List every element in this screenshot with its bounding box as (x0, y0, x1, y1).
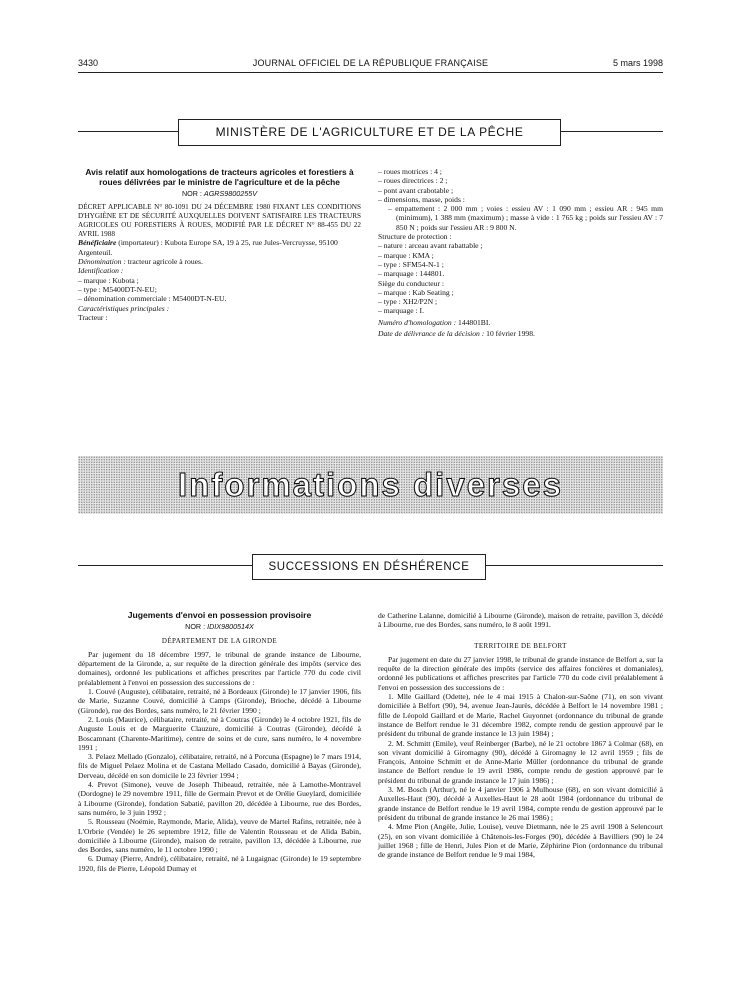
tracteur-item: – dimensions, masse, poids : (378, 194, 465, 204)
decret-reference: DÉCRET APPLICABLE N° 80-1091 DU 24 DÉCEMBRE 1980 FIXANT LES CONDITIONS D'HYGIÈNE ET DE SÉCURITÉ AUXQUELLES DOIVENT SATISFAIRE LES TRACTEURS AGRICOLES OU FORESTIERS À ROUES, MODIFIÉ PAR LE DÉCRET N° 88-455 DU 22 AVRIL 1988 (78, 203, 361, 238)
succession-entry: 2. M. Schmitt (Emile), veuf Reinberger (Barbe), né le 21 octobre 1867 à Colmar (68), en son vivant domicilié à Giromagny (90), décédé à Giromagny le 12 avril 1959 ; fils de François, Antoine Schmitt et de Anne-Marie Müller (ordonnance du tribunal de grande instance de Belfort rendue le 19 avril 1986, compte rendu de gestion approuvé par le président du tribunal de grande instance le 17 juin 1986) ; (378, 738, 663, 785)
avis-right-column (378, 167, 663, 338)
jugements-nor (78, 622, 361, 631)
structure-item: – marquage : 144801. (378, 269, 445, 279)
siege-label: Siège du conducteur : (378, 278, 445, 288)
delivrance-value: 10 février 1998. (484, 329, 535, 339)
nor-code: IDIX9800514X (207, 622, 254, 632)
succession-entry: 3. M. Bosch (Arthur), né le 4 janvier 1906 à Mulhouse (68), en son vivant domicilié à Auxelles-Haut (90), décédé à Auxelles-Haut le 28 août 1984 (ordonnance du tribunal de grande instance de Belfort rendue le 19 avril 1984, compte rendu de gestion approuvé par le président du tribunal de grande instance le 26 mai 1986) ; (378, 785, 663, 822)
succession-entry: 4. Mme Pion (Angèle, Julie, Louise), veuve Dietmann, née le 25 avril 1908 à Selencourt (25), en son vivant domiciliée à Châtenois-les-Forges (90), décédée à Bavilliers (90) le 24 juillet 1968 ; fille de Henri, Jules Pion et de Marie, Zéphirine Pion (ordonnance du tribunal de grande instance de Belfort rendue le 9 mai 1984, (378, 822, 663, 860)
avis-title: Avis relatif aux homologations de tracteurs agricoles et forestiers à roues délivrées par le ministre de l'agriculture et de la pêche (85, 167, 354, 187)
succession-entry: 6. Dumay (Pierre, André), célibataire, retraité, né à Lugaignac (Gironde) le 19 septembre 1920, fils de Pierre, Léopold Dumay et (78, 854, 361, 873)
jugements-title: Jugements d'envoi en possession provisoire (127, 610, 312, 620)
beneficiaire (78, 238, 361, 257)
homologation-value: 144801BI. (456, 317, 491, 327)
nor-code: AGRS9800255V (203, 189, 258, 198)
structure-item: – type : SFM54-N-1 ; (378, 259, 444, 269)
dimensions-text: – empattement : 2 000 mm ; voies : essieu AV : 1 090 mm ; essieu AR : 945 mm (minimum), 1 388 mm (maximum) ; masse à vide : 1 765 kg ; poids sur l'essieu AV : 7 850 N ; poids sur l'essieu AR : 9 800 N. (388, 204, 663, 232)
tracteur-item: – roues directrices : 2 ; (378, 176, 448, 186)
structure-label: Structure de protection : (378, 232, 452, 242)
identification-item: – marque : Kubota ; (78, 275, 139, 285)
structure-item: – marque : KMA ; (378, 250, 434, 260)
ministry-heading: MINISTÈRE DE L'AGRICULTURE ET DE LA PÊCHE (178, 119, 561, 146)
succession-entry: 1. Mlle Gaillard (Odette), née le 4 mai 1915 à Chalon-sur-Saône (71), en son vivant domiciliée à Belfort (90), 94, avenue Jean-Jaurès, décédée à Belfort le 14 novembre 1981 ; fille de Léopold Gaillard et de Marie, Rachel Guyonnet (ordonnance du tribunal de grande instance de Belfort rendue le 31 décembre 1982, compte rendu de gestion approuvé par le président du tribunal de grande instance le 13 juin 1984) ; (378, 692, 663, 739)
informations-diverses-banner (78, 456, 663, 514)
delivrance-label: Date de délivrance de la décision : (378, 329, 485, 339)
beneficiaire-label: Bénéficiaire (78, 238, 117, 248)
avis-left-column (78, 167, 361, 322)
running-header (78, 58, 663, 73)
jugements-right-column (378, 611, 663, 859)
caracteristiques-label: Caractéristiques principales : (78, 303, 170, 313)
department-belfort: TERRITOIRE DE BELFORT (474, 641, 567, 650)
siege-item: – marquage : I. (378, 306, 424, 316)
homologation-label: Numéro d'homologation : (378, 317, 457, 327)
journal-title: JOURNAL OFFICIEL DE LA RÉPUBLIQUE FRANÇAISE (252, 58, 489, 68)
issue-date: 5 mars 1998 (612, 58, 663, 68)
structure-item: – nature : arceau avant rabattable ; (378, 241, 483, 251)
succession-entry: 3. Pelaez Mellado (Gonzalo), célibataire, retraité, né à Porcuna (Espagne) le 7 mars 1914, fils de Miguel Pelaez Molina et de Castana Mellado Casado, domicilié à Bayas (Gironde), Derveau, décédé en son domicile le 23 février 1994 ; (78, 752, 361, 780)
tracteur-item: – pont avant crabotable ; (378, 185, 454, 195)
denomination-label: Dénomination : (78, 257, 126, 267)
succession-entry: 1. Couvé (Auguste), célibataire, retraité, né à Bordeaux (Gironde) le 17 janvier 1906, fils de Marie, Suzanne Couvé, domicilié à Camps (Gironde), Brioche, décédé à Libourne (Gironde), rue des Bordes, sans numéro, le 21 février 1990 ; (78, 687, 361, 715)
siege-item: – marque : Kab Seating ; (378, 287, 454, 297)
identification-label: Identification : (78, 266, 124, 276)
successions-heading: SUCCESSIONS EN DÉSHÉRENCE (252, 554, 486, 580)
gironde-continuation: de Catherine Lalanne, domicilié à Libourne (Gironde), maison de retraite, pavillon 3, décédé à Libourne, rue des Bordes, sans numéro, le 8 août 1991. (378, 611, 663, 630)
banner-title: Informations diverses (178, 466, 563, 503)
identification-item: – type : M5400DT-N-EU; (78, 284, 157, 294)
denomination (78, 257, 361, 266)
tracteur-item: – roues motrices : 4 ; (378, 167, 442, 176)
gironde-intro: Par jugement du 18 décembre 1997, le tribunal de grande instance de Libourne, département de la Gironde, a, sur requête de la direction générale des impôts (service des domaines), ordonné les publications et affiches prescrites par l'article 770 du code civil préalablement à l'envoi en possession des successions de : (78, 649, 361, 687)
succession-entry: 5. Rousseau (Noémie, Raymonde, Marie, Alida), veuve de Martel Rafins, retraitée, née à L'Orbrie (Vendée) le 26 septembre 1912, fille de Valentin Rousseau et de Alida Babin, domiciliée à Libourne (Gironde), maison de retraite, pavillon 13, décédée à Libourne, rue des Bordes, sans numéro, le 11 octobre 1990 ; (78, 817, 361, 855)
tracteur-label: Tracteur : (78, 312, 108, 322)
page-number: 3430 (78, 58, 99, 68)
department-gironde: DÉPARTEMENT DE LA GIRONDE (161, 636, 278, 645)
succession-entry: 4. Prevot (Simone), veuve de Joseph Thibeaud, retraitée, née à Lamothe-Montravel (Dordogne) le 29 novembre 1911, fille de Germain Prevot et de Orélie Gueylard, domiciliée à Libourne (Gironde), fondation Sabatié, pavillon 20, décédée à Libourne, rue des Bordes, sans numéro, le 3 juin 1992 ; (78, 780, 361, 817)
avis-nor (78, 189, 361, 198)
identification-item: – dénomination commerciale : M5400DT-N-EU. (78, 294, 227, 304)
nor-label: NOR : (185, 622, 206, 632)
beneficiaire-text: (importateur) : Kubota Europe SA, 19 à 25, rue Jules-Vercruysse, 95100 Argenteuil. (78, 238, 338, 257)
siege-item: – type : XH2/P2N ; (378, 297, 438, 307)
nor-label: NOR : (181, 189, 202, 198)
homologation (378, 318, 663, 327)
succession-entry: 2. Louis (Maurice), célibataire, retraité, né à Coutras (Gironde) le 4 octobre 1921, fils de Auguste Louis et de Marguerite Clauzure, domicilié à Coutras (Gironde), décédé à Boscamnant (Charente-Maritime), centre de soins et de cure, sans numéro, le 4 novembre 1991 ; (78, 714, 361, 752)
belfort-intro: Par jugement en date du 27 janvier 1998, le tribunal de grande instance de Belfort a, sur la requête de la direction générale des impôts (service des affaires foncières et domaniales), ordonné les publications et affiches prescrites par l'article 770 du code civil préalablement à l'envoi en possession des successions de : (378, 654, 663, 692)
jugements-left-column (78, 611, 361, 873)
delivrance (378, 329, 663, 338)
denomination-text: tracteur agricole à roues. (125, 257, 203, 267)
